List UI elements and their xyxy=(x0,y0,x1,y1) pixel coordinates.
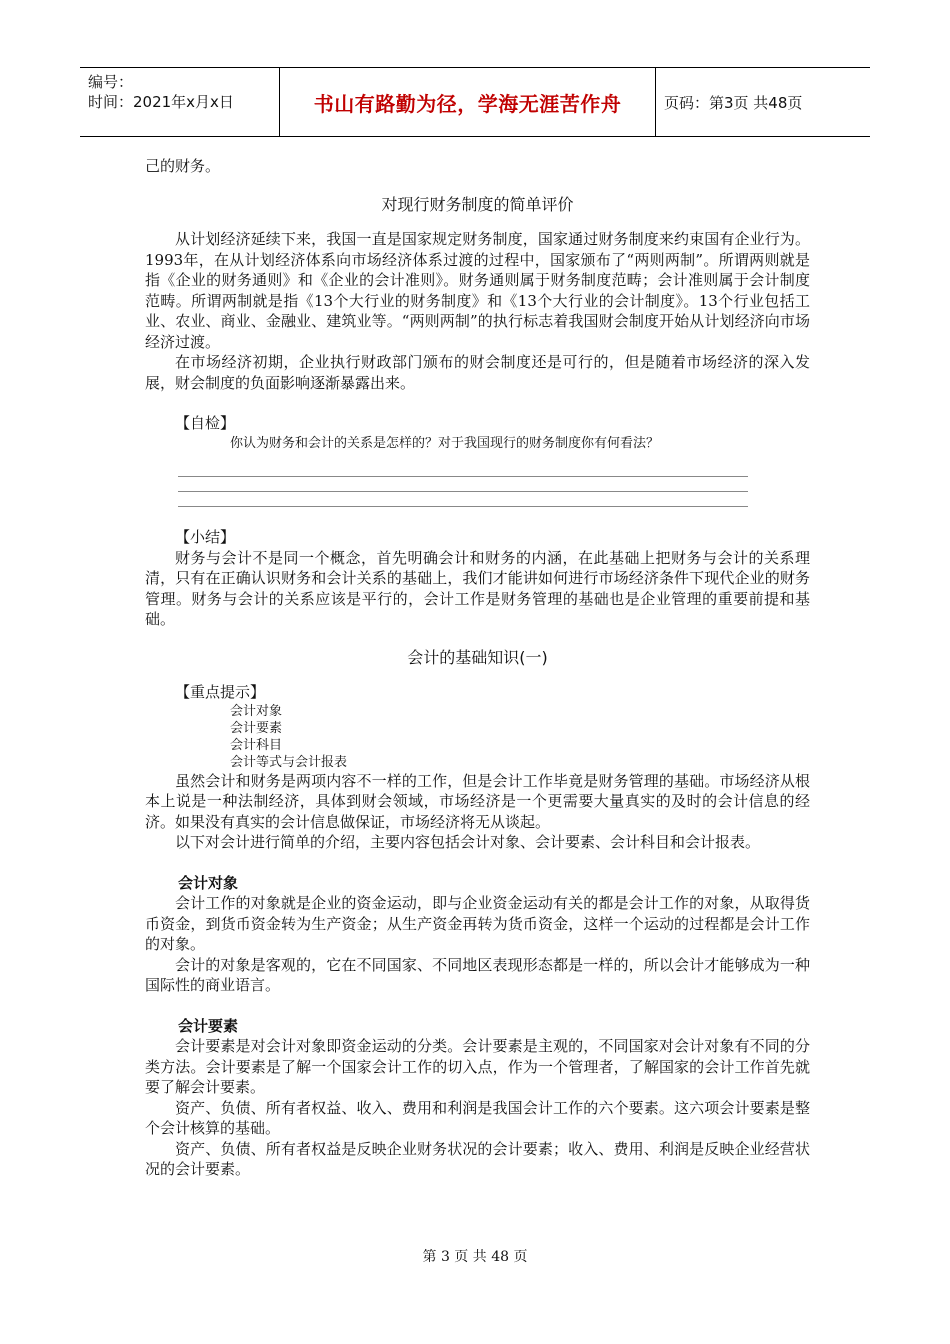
paragraph: 资产、负债、所有者权益是反映企业财务状况的会计要素；收入、费用、利润是反映企业经营状况的会计要素。 xyxy=(145,1139,810,1178)
summary-text: 财务与会计不是同一个概念，首先明确会计和财务的内涵，在此基础上把财务与会计的关系理清，只有在正确认识财务和会计关系的基础上，我们才能讲如何进行市场经济条件下现代企业的财务管理。财务与会计的关系应该是平行的，会计工作是财务管理的基础也是企业管理的重要前提和基础。 xyxy=(145,548,810,628)
page-header xyxy=(80,67,870,137)
summary-heading: 【小结】 xyxy=(175,528,236,546)
document-body xyxy=(145,156,810,1180)
header-page-label: 页码：第3页 共48页 xyxy=(664,93,803,112)
subheading-accounting-elements: 会计要素 xyxy=(178,1016,239,1035)
paragraph: 在市场经济初期，企业执行财政部门颁布的财会制度还是可行的，但是随着市场经济的深入发展，财会制度的负面影响逐渐暴露出来。 xyxy=(145,353,810,392)
subheading-accounting-object: 会计对象 xyxy=(178,873,239,892)
paragraph: 会计的对象是客观的，它在不同国家、不同地区表现形态都是一样的，所以会计才能够成为一种国际性的商业语言。 xyxy=(145,955,810,994)
doc-number-label: 编号： xyxy=(88,73,134,91)
paragraph: 从计划经济延续下来，我国一直是国家规定财务制度，国家通过财务制度来约束国有企业行为。1993年，在从计划经济体系向市场经济体系过渡的过程中，国家颁布了“两则两制”。所谓两则就是指《企业的财务通则》和《企业的会计准则》。财务通则属于财务制度范畴；会计准则属于会计制度范畴。所谓两制就是指《13个大行业的财务制度》和《13个大行业的会计制度》。13个行业包括工业、农业、商业、金融业、建筑业等。“两则两制”的执行标志着我国财会制度开始从计划经济向市场经济过渡。 xyxy=(145,230,810,351)
key-point-item: 会计要素 xyxy=(230,720,283,736)
header-page-cell xyxy=(656,68,870,136)
key-point-item: 会计对象 xyxy=(230,703,283,719)
paragraph: 资产、负债、所有者权益、收入、费用和利润是我国会计工作的六个要素。这六项会计要素是整个会计核算的基础。 xyxy=(145,1098,810,1137)
answer-line xyxy=(178,492,748,507)
key-point-item: 会计等式与会计报表 xyxy=(230,754,348,770)
header-motto: 书山有路勤为径，学海无涯苦作舟 xyxy=(313,91,622,116)
answer-line xyxy=(178,477,748,492)
self-check-question: 你认为财务和会计的关系是怎样的？对于我国现行的财务制度你有何看法？ xyxy=(230,435,660,451)
continuation-text: 己的财务。 xyxy=(145,157,221,175)
section-title-basics: 会计的基础知识(一) xyxy=(407,647,548,667)
section-title-evaluation: 对现行财务制度的简单评价 xyxy=(381,194,574,214)
paragraph: 虽然会计和财务是两项内容不一样的工作，但是会计工作毕竟是财务管理的基础。市场经济从根本上说是一种法制经济，具体到财会领域，市场经济是一个更需要大量真实的及时的会计信息的经济。如果没有真实的会计信息做保证，市场经济将无从谈起。 xyxy=(145,771,810,831)
paragraph: 会计要素是对会计对象即资金运动的分类。会计要素是主观的，不同国家对会计对象有不同的分类方法。会计要素是了解一个国家会计工作的切入点，作为一个管理者，了解国家的会计工作首先就要了解会计要素。 xyxy=(145,1037,810,1096)
paragraph: 以下对会计进行简单的介绍，主要内容包括会计对象、会计要素、会计科目和会计报表。 xyxy=(175,833,761,851)
doc-date-label: 时间：2021年x月x日 xyxy=(88,93,234,111)
page-footer: 第 3 页 共 48 页 xyxy=(422,1249,528,1265)
header-motto-cell xyxy=(280,68,656,136)
paragraph: 会计工作的对象就是企业的资金运动，即与企业资金运动有关的都是会计工作的对象，从取得货币资金，到货币资金转为生产资金；从生产资金再转为货币资金，这样一个运动的过程都是会计工作的对象。 xyxy=(145,894,810,953)
key-point-item: 会计科目 xyxy=(230,737,283,753)
header-left-cell xyxy=(80,68,280,136)
key-points-heading: 【重点提示】 xyxy=(175,683,266,701)
answer-line xyxy=(178,462,748,477)
answer-lines xyxy=(178,462,748,507)
self-check-heading: 【自检】 xyxy=(175,414,236,432)
